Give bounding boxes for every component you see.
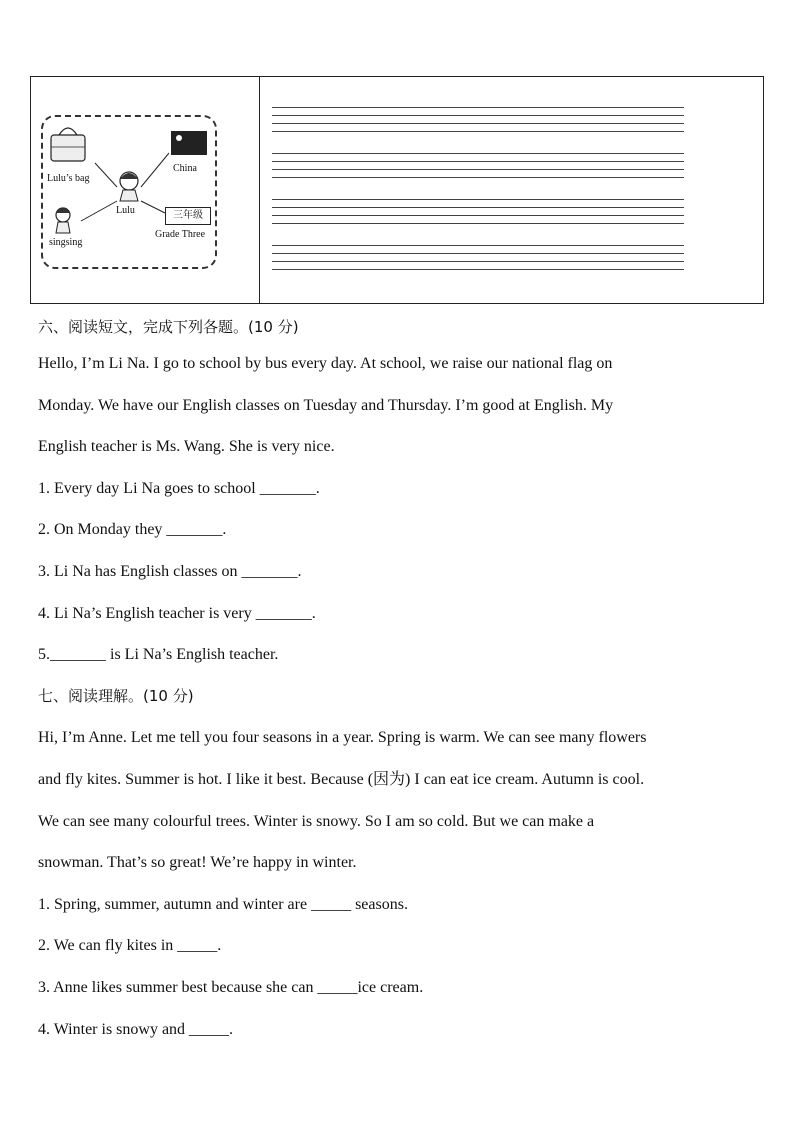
lulu-label: Lulu xyxy=(116,205,135,216)
question-1[interactable]: 1. Every day Li Na goes to school _______. xyxy=(38,479,320,497)
passage-line: and fly kites. Summer is hot. I like it best. Because (因为) I can eat ice cream. Autumn is cool. xyxy=(38,770,645,788)
singing-girl-icon xyxy=(56,208,70,233)
passage-line: Hi, I’m Anne. Let me tell you four seasons in a year. Spring is warm. We can see many flowers xyxy=(38,729,647,747)
connector-china xyxy=(141,153,169,187)
question-3[interactable]: 3. Li Na has English classes on _______. xyxy=(38,562,302,580)
passage-line: English teacher is Ms. Wang. She is very nice. xyxy=(38,438,335,456)
writing-line-group xyxy=(272,153,684,178)
question-5[interactable]: 5._______ is Li Na’s English teacher. xyxy=(38,646,279,664)
lulus-bag-label: Lulu’s bag xyxy=(47,173,90,184)
grade-three-chinese-sign: 三年级 xyxy=(165,207,211,225)
writing-exercise-table xyxy=(30,76,764,304)
passage-line: Monday. We have our English classes on Tuesday and Thursday. I’m good at English. My xyxy=(38,396,614,414)
connector-bag xyxy=(95,163,117,187)
section7-passage xyxy=(38,717,758,883)
question-1[interactable]: 1. Spring, summer, autumn and winter are _____ seasons. xyxy=(38,895,408,913)
china-flag-icon xyxy=(171,131,207,155)
question-4[interactable]: 4. Li Na’s English teacher is very _______. xyxy=(38,604,316,622)
bag-icon xyxy=(51,128,85,161)
lulu-girl-icon xyxy=(120,172,138,201)
writing-line-group xyxy=(272,107,684,132)
section7-questions xyxy=(38,884,758,1050)
section7-heading: 七、阅读理解。(10 分) xyxy=(38,686,194,705)
singsing-label: singsing xyxy=(49,237,83,248)
section6-heading: 六、阅读短文，完成下列各题。(10 分) xyxy=(38,318,299,336)
passage-line: Hello, I’m Li Na. I go to school by bus every day. At school, we raise our national flag on xyxy=(38,355,613,372)
connector-grade xyxy=(141,201,165,213)
writing-line-group xyxy=(272,245,684,270)
lulu-mindmap xyxy=(41,115,217,269)
passage-line: snowman. That’s so great! We’re happy in winter. xyxy=(38,854,357,872)
question-3[interactable]: 3. Anne likes summer best because she can _____ice cream. xyxy=(38,978,424,996)
writing-line-group xyxy=(272,199,684,224)
mindmap-cell xyxy=(31,77,260,303)
writing-lines[interactable] xyxy=(272,107,684,291)
grade-three-label: Grade Three xyxy=(155,229,206,240)
writing-cell xyxy=(260,77,763,303)
question-2[interactable]: 2. On Monday they _______. xyxy=(38,521,227,539)
question-2[interactable]: 2. We can fly kites in _____. xyxy=(38,937,222,955)
section6-questions xyxy=(38,468,758,676)
china-label: China xyxy=(173,163,197,174)
passage-line: We can see many colourful trees. Winter is snowy. So I am so cold. But we can make a xyxy=(38,812,595,830)
section6-passage xyxy=(38,343,758,468)
question-4[interactable]: 4. Winter is snowy and _____. xyxy=(38,1020,234,1038)
reading-sections xyxy=(38,312,758,1050)
connector-singsing xyxy=(81,201,117,221)
